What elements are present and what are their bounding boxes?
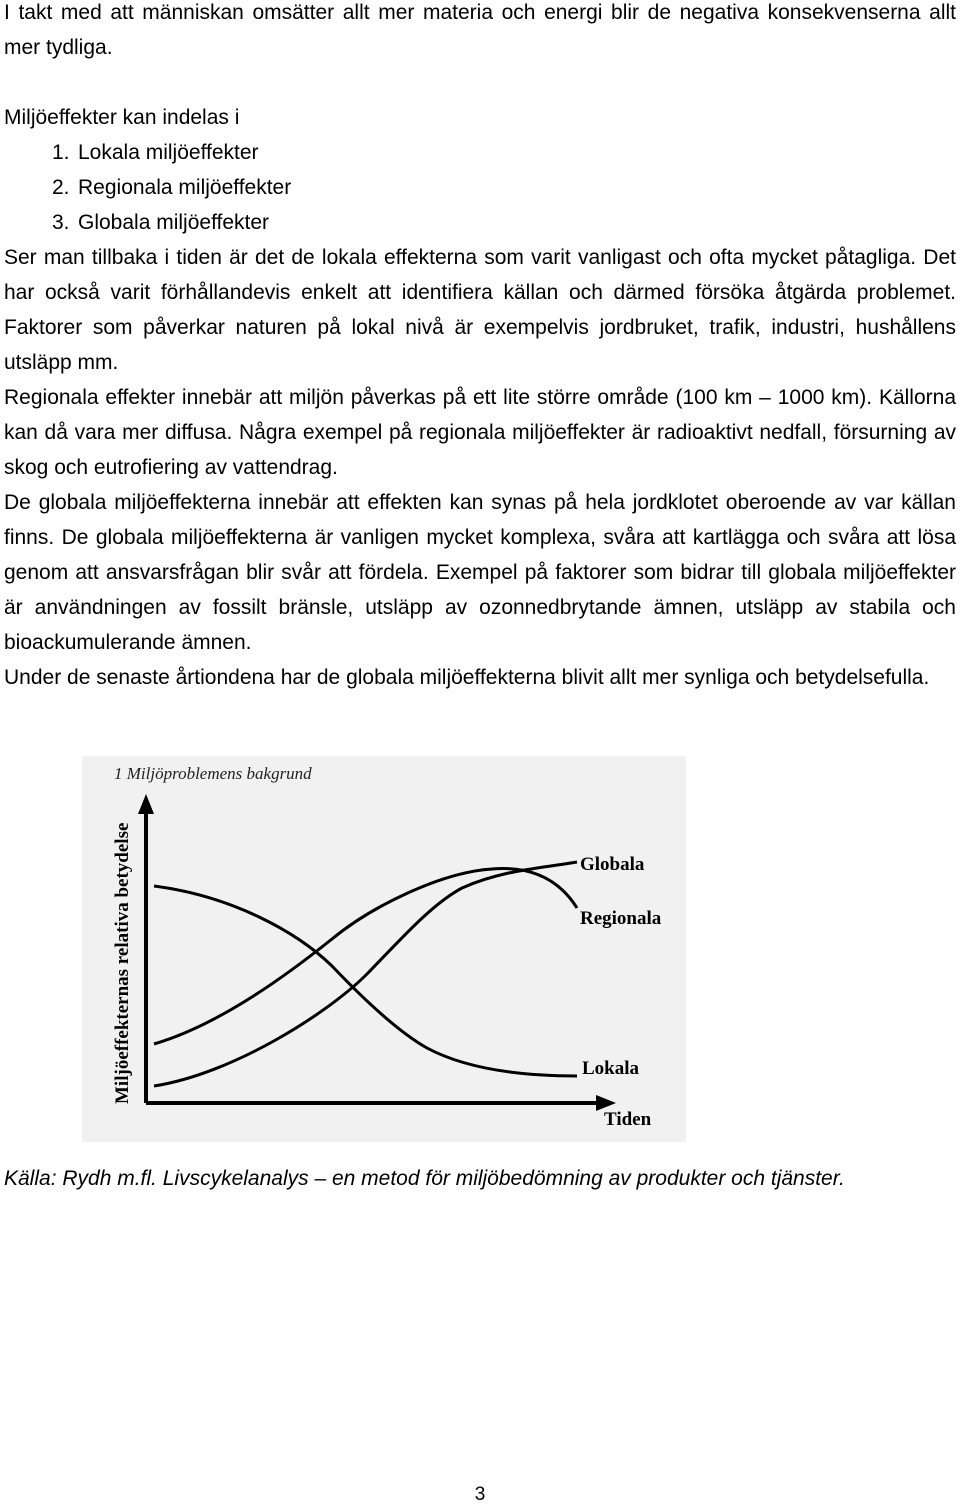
paragraph-regional: Regionala effekter innebär att miljön påverkas på ett lite större område (100 km – 1000 km). Källorna kan då vara mer diffusa. Några exempel på regionala miljöeffekter är radioaktivt nedfall, försurning av skog och eutrofiering av vattendrag. [4, 386, 956, 479]
list-text: Lokala miljöeffekter [78, 141, 259, 164]
y-axis-arrow-icon [138, 794, 154, 814]
paragraph-global: De globala miljöeffekterna innebär att effekten kan synas på hela jordklotet oberoende av var källan finns. De globala miljöeffekterna är vanligen mycket komplexa, svåra att kartlägga och svåra att lösa genom att ansvarsfrågan blir svår att fördela. Exempel på faktorer som bidrar till globala miljöeffekter är användningen av fossilt bränsle, utsläpp av ozonnedbrytande ämnen, utsläpp av stabila och bioackumulerande ämnen. [4, 491, 956, 654]
paragraph-closing: Under de senaste årtiondena har de globala miljöeffekterna blivit allt mer synliga och betydelsefulla. [4, 666, 930, 689]
list-number: 2. [52, 176, 70, 199]
x-axis-label: Tiden [604, 1109, 652, 1130]
list-item [52, 135, 956, 170]
curve-label-global: Globala [580, 854, 645, 875]
curve-label-local: Lokala [582, 1058, 640, 1079]
paragraph-intro: I takt med att människan omsätter allt mer materia och energi blir de negativa konsekvenserna allt mer tydliga. [4, 1, 956, 59]
global-curve [154, 862, 577, 1086]
environment-effects-figure [82, 756, 686, 1142]
page-number: 3 [474, 1484, 486, 1505]
list-number: 3. [52, 211, 70, 234]
figure-caption: 1 Miljöproblemens bakgrund [114, 764, 312, 783]
paragraph-list-intro: Miljöeffekter kan indelas i [4, 106, 240, 129]
effects-list [4, 135, 956, 240]
list-text: Regionala miljöeffekter [78, 176, 292, 199]
paragraph-local: Ser man tillbaka i tiden är det de lokala effekterna som varit vanligast och ofta mycket påtagliga. Det har också varit förhållandevis enkelt att identifiera källan och därmed försöka åtgärda problemet. Faktorer som påverkar naturen på lokal nivå är exempelvis jordbruket, trafik, industri, hushållens utsläpp mm. [4, 246, 956, 374]
body-text [4, 0, 956, 695]
curve-label-regional: Regionala [580, 908, 662, 929]
list-item [52, 170, 956, 205]
regional-curve [154, 868, 577, 1044]
list-number: 1. [52, 141, 70, 164]
y-axis-label: Miljöeffekternas relativa betydelse [112, 822, 133, 1104]
figure-graphic [82, 756, 686, 1142]
list-text: Globala miljöeffekter [78, 211, 270, 234]
list-item [52, 205, 956, 240]
source-citation: Källa: Rydh m.fl. Livscykelanalys – en metod för miljöbedömning av produkter och tjänster. [4, 1167, 845, 1190]
